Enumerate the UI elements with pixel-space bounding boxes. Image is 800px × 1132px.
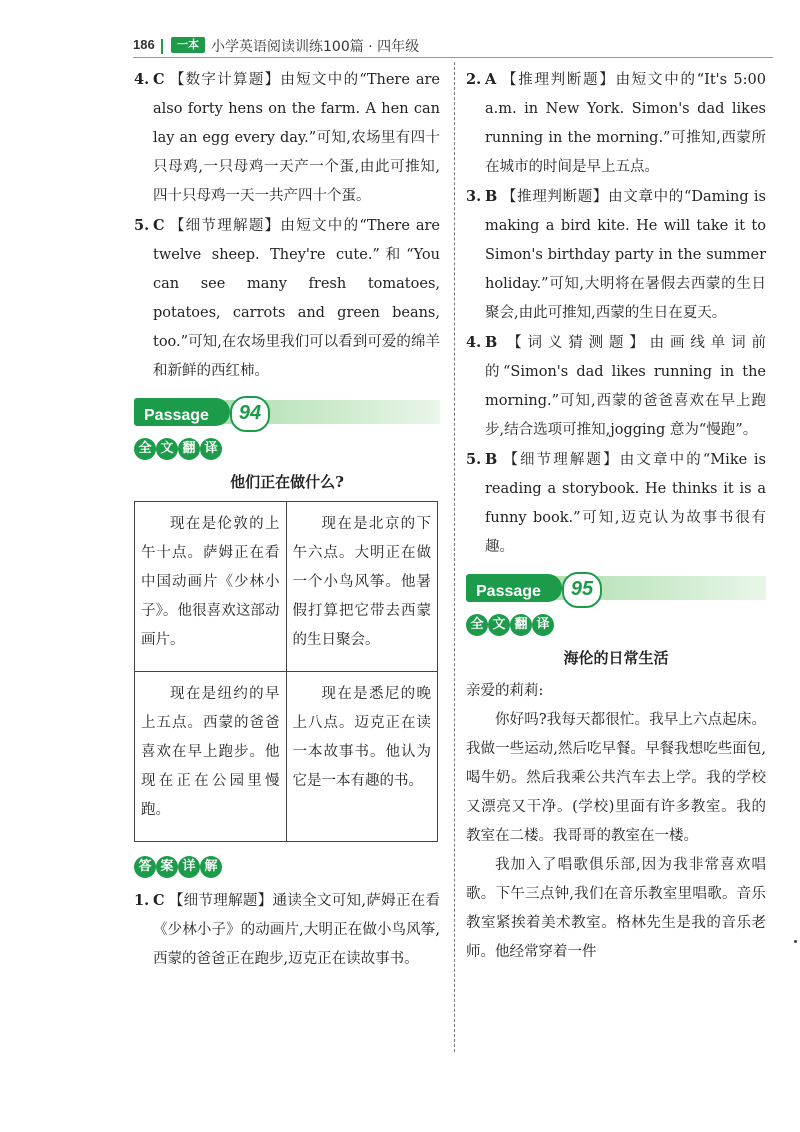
item-number: 2.: [466, 71, 482, 88]
heading-char: 文: [488, 614, 510, 636]
answer-heading: [134, 852, 440, 876]
heading-char: 翻: [510, 614, 532, 636]
answer-item: [466, 328, 766, 445]
heading-char: 译: [532, 614, 554, 636]
answer-explanation: 【细节理解题】由短文中的“There are twelve sheep. They're cute.”和“You can see many fresh tomatoes, potatoes, carrots and green beans, too.”可知,在农场里我们可以看到可爱的绵羊和新鲜的西红柿。: [153, 218, 440, 379]
item-number: 4.: [466, 334, 482, 351]
translation-title: 他们正在做什么?: [230, 473, 344, 491]
page-number: 186: [133, 37, 155, 52]
passage-banner: [466, 572, 766, 602]
passage-number: 94: [230, 396, 270, 432]
heading-char: 答: [134, 856, 156, 878]
translation-title: 海伦的日常生活: [563, 649, 669, 667]
column-divider: [454, 62, 455, 1052]
header-bar: [161, 39, 163, 54]
table-cell: 现在是北京的下午六点。大明正在做一个小鸟风筝。他暑假打算把它带去西蒙的生日聚会。: [286, 502, 438, 672]
heading-char: 全: [466, 614, 488, 636]
passage-label: Passage: [144, 407, 209, 424]
answer-explanation: 【词义猜测题】由画线单词前的“Simon's dad likes running in the morning.”可知,西蒙的爸爸喜欢在早上跑步,结合选项可推知,jogging 意为“慢跑”。: [485, 335, 766, 438]
letter-paragraph: 我加入了唱歌俱乐部,因为我非常喜欢唱歌。下午三点钟,我们在音乐教室里唱歌。音乐教室紧挨着美术教室。格林先生是我的音乐老师。他经常穿着一件: [466, 857, 766, 960]
item-number: 5.: [134, 217, 150, 234]
passage-tag: [134, 398, 230, 426]
answer-item: [466, 65, 766, 182]
table-cell: 现在是纽约的早上五点。西蒙的爸爸喜欢在早上跑步。他现在正在公园里慢跑。: [135, 672, 287, 842]
book-logo: 一本: [171, 37, 205, 53]
translation-table: [134, 501, 438, 842]
passage-label: Passage: [476, 583, 541, 600]
table-row: [135, 672, 438, 842]
letter-salutation: 亲爱的莉莉:: [466, 683, 544, 699]
heading-char: 译: [200, 438, 222, 460]
answer-explanation: 【数字计算题】由短文中的“There are also forty hens on the farm. A hen can lay an egg every day.”可知,农场里有四十只母鸡,一只母鸡一天产一个蛋,由此可推知,四十只母鸡一天一共产四十个蛋。: [153, 72, 440, 204]
answer-letter: B: [485, 334, 498, 351]
page-header: [133, 36, 773, 58]
answer-explanation: 【推理判断题】由文章中的“Daming is making a bird kite. He will take it to Simon's birthday party in the summer holiday.”可知,大明将在暑假去西蒙的生日聚会,由此可推知,西蒙的生日在夏天。: [485, 189, 766, 321]
answer-letter: B: [485, 188, 498, 205]
translation-heading: [466, 610, 766, 634]
letter-paragraph: 你好吗?我每天都很忙。我早上六点起床。我做一些运动,然后吃早餐。早餐我想吃些面包,喝牛奶。然后我乘公共汽车去上学。我的学校又漂亮又干净。(学校)里面有许多教室。我的教室在二楼。我哥哥的教室在一楼。: [466, 712, 766, 844]
item-number: 4.: [134, 71, 150, 88]
table-cell: 现在是伦敦的上午十点。萨姆正在看中国动画片《少林小子》。他很喜欢这部动画片。: [135, 502, 287, 672]
item-number: 5.: [466, 451, 482, 468]
page-mark: [794, 940, 797, 943]
answer-letter: B: [485, 451, 498, 468]
header-rule: [133, 57, 773, 58]
item-number: 3.: [466, 188, 482, 205]
table-cell: 现在是悉尼的晚上八点。迈克正在读一本故事书。他认为它是一本有趣的书。: [286, 672, 438, 842]
answer-letter: C: [153, 217, 165, 234]
answer-letter: C: [153, 71, 165, 88]
answer-letter: A: [485, 71, 497, 88]
passage-tag: [466, 574, 562, 602]
table-row: [135, 502, 438, 672]
answer-explanation: 【细节理解题】通读全文可知,萨姆正在看《少林小子》的动画片,大明正在做小鸟风筝,西蒙的爸爸正在跑步,迈克正在读故事书。: [153, 893, 440, 967]
answer-item: [134, 886, 440, 974]
answer-explanation: 【推理判断题】由短文中的“It's 5:00 a.m. in New York. Simon's dad likes running in the morning.”可推知,西蒙所在城市的时间是早上五点。: [485, 72, 766, 175]
passage-number: 95: [562, 572, 602, 608]
answer-item: [466, 182, 766, 328]
right-column: [466, 65, 766, 967]
answer-letter: C: [153, 892, 165, 909]
heading-char: 文: [156, 438, 178, 460]
heading-char: 翻: [178, 438, 200, 460]
translation-heading: [134, 434, 440, 458]
left-column: [134, 65, 440, 974]
heading-char: 全: [134, 438, 156, 460]
passage-banner: [134, 396, 440, 426]
item-number: 1.: [134, 892, 150, 909]
heading-char: 详: [178, 856, 200, 878]
heading-char: 案: [156, 856, 178, 878]
answer-explanation: 【细节理解题】由文章中的“Mike is reading a storybook. He thinks it is a funny book.”可知,迈克认为故事书很有趣。: [485, 452, 766, 555]
answer-item: [134, 211, 440, 386]
heading-char: 解: [200, 856, 222, 878]
answer-item: [134, 65, 440, 211]
answer-item: [466, 445, 766, 562]
book-title: 小学英语阅读训练100篇 · 四年级: [211, 39, 420, 55]
